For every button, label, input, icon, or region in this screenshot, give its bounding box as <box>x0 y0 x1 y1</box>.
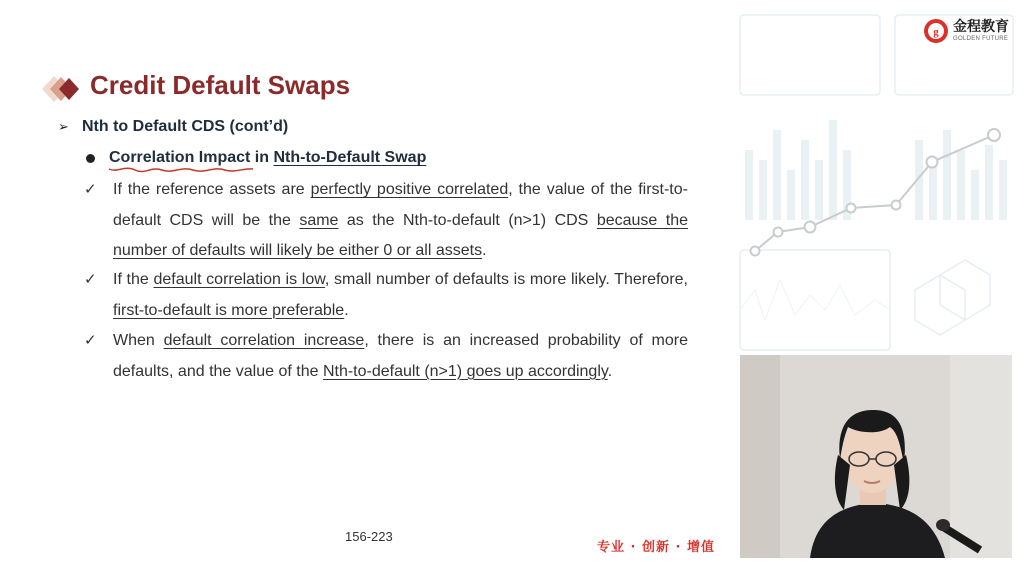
point-2-underlined: first-to-default is more preferable <box>113 301 345 319</box>
point-2-text: , small number of defaults is more likely. Therefore, <box>324 271 688 288</box>
check-icon: ✓ <box>84 271 97 288</box>
page-number: 156-223 <box>345 529 393 544</box>
point-3-underlined: default correlation increase <box>163 332 365 349</box>
point-1-underlined: perfectly positive correlated <box>310 181 509 198</box>
diamond-icon <box>28 68 84 110</box>
point-2 <box>113 265 688 326</box>
slogan: 专业 · 创新 · 增值 <box>597 540 715 555</box>
bullet-heading <box>86 149 426 167</box>
handwritten-annotation <box>107 163 257 175</box>
heading-middle: in <box>250 149 274 166</box>
point-3-text: . <box>607 362 613 380</box>
heading-part-2: Nth-to-Default Swap <box>273 149 427 166</box>
check-icon: ✓ <box>84 332 97 349</box>
section-heading-text: Nth to Default CDS (cont’d) <box>82 118 289 135</box>
point-3 <box>113 326 688 387</box>
dot-bullet-icon <box>86 154 95 163</box>
point-3-text: , there is an increased probability of more defaults, and the value of the <box>113 332 689 380</box>
point-2-text: . <box>344 301 349 319</box>
company-logo <box>923 18 1009 44</box>
point-3-text: When <box>113 332 164 349</box>
point-1-text: . <box>482 242 487 259</box>
point-2-text: If the <box>113 271 154 288</box>
bullet-heading-text <box>109 149 426 167</box>
point-1-text: If the reference assets are <box>113 181 311 198</box>
logo-mark-icon <box>923 18 949 44</box>
logo-english-text: GOLDEN FUTURE <box>953 36 1009 42</box>
point-1-text: as the Nth-to-default (n>1) CDS <box>338 211 597 229</box>
svg-text:g: g <box>933 26 939 38</box>
presenter-image <box>740 355 1012 558</box>
point-1-underlined: because the number of defaults will likely be either 0 or all assets <box>113 211 688 259</box>
presenter-video <box>740 355 1012 558</box>
slide-title: Credit Default Swaps <box>90 70 351 100</box>
point-1-underlined: same <box>299 211 339 229</box>
arrow-bullet-icon: ➢ <box>58 119 69 134</box>
heading-part-1: Correlation Impact <box>109 149 251 166</box>
point-2-underlined: default correlation is low <box>153 271 325 288</box>
point-3-underlined: Nth-to-default (n>1) goes up accordingly <box>322 362 608 380</box>
point-1-text: , the value of the first-to-default CDS will be the <box>113 181 688 229</box>
section-heading <box>58 118 288 136</box>
check-icon: ✓ <box>84 181 97 198</box>
logo-chinese-text: 金程教育 <box>953 19 1009 35</box>
point-1 <box>113 175 688 267</box>
